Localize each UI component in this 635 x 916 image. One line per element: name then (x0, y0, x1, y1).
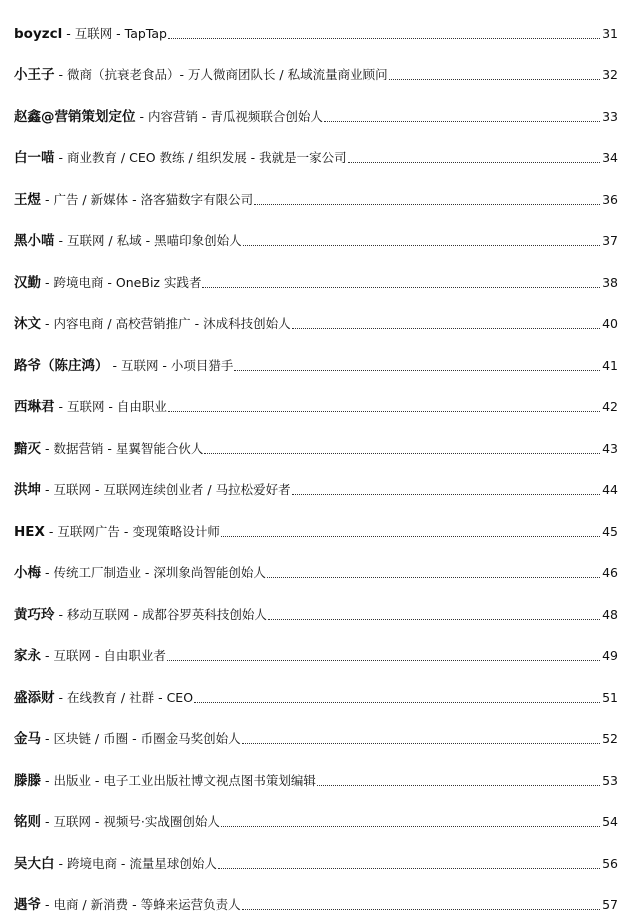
toc-entry-text (14, 896, 241, 916)
toc-entry-description: - 互联网 - 视频号·实战圈创始人 (41, 814, 220, 829)
dot-leader (221, 536, 600, 537)
toc-entry[interactable] (14, 377, 618, 419)
toc-entry-text (14, 191, 253, 211)
toc-entry-description: - 商业教育 / CEO 教练 / 组织发展 - 我就是一家公司 (55, 150, 347, 165)
toc-entry-name: 白一喵 (14, 150, 55, 166)
toc-page-number: 56 (602, 855, 618, 875)
toc-entry[interactable] (14, 626, 618, 668)
toc-page-number: 33 (602, 108, 618, 128)
toc-entry-text (14, 274, 201, 294)
toc-page-number: 34 (602, 149, 618, 169)
toc-entry-text (14, 772, 316, 792)
toc-entry[interactable] (14, 418, 618, 460)
toc-entry-text (14, 357, 233, 377)
toc-entry-text (14, 398, 167, 418)
toc-entry-name: 金马 (14, 731, 41, 747)
toc-entry-text (14, 813, 220, 833)
toc-page-number: 42 (602, 398, 618, 418)
toc-entry[interactable] (14, 460, 618, 502)
toc-entry-name: 洪坤 (14, 482, 41, 498)
dot-leader (348, 162, 600, 163)
toc-entry-text (14, 523, 220, 543)
toc-entry[interactable] (14, 501, 618, 543)
dot-leader (204, 453, 600, 454)
toc-entry[interactable] (14, 875, 618, 916)
toc-entry-text (14, 66, 388, 86)
toc-entry-description: - 互联网 - TapTap (62, 26, 167, 41)
dot-leader (167, 660, 600, 661)
table-of-contents (14, 3, 618, 916)
toc-entry-text (14, 315, 291, 335)
toc-entry-text (14, 108, 323, 128)
toc-entry[interactable] (14, 709, 618, 751)
toc-entry-name: HEX (14, 524, 45, 540)
toc-entry-description: - 内容营销 - 青瓜视频联合创始人 (136, 109, 323, 124)
toc-entry-name: 王煜 (14, 192, 41, 208)
toc-entry-description: - 跨境电商 - OneBiz 实践者 (41, 275, 201, 290)
toc-entry-name: 吴大白 (14, 856, 55, 872)
toc-entry-text (14, 481, 291, 501)
toc-entry-name: 黯灭 (14, 441, 41, 457)
toc-entry-description: - 数据营销 - 星翼智能合伙人 (41, 441, 203, 456)
dot-leader (389, 79, 600, 80)
toc-entry-description: - 互联网广告 - 变现策略设计师 (45, 524, 220, 539)
toc-page-number: 32 (602, 66, 618, 86)
dot-leader (194, 702, 600, 703)
toc-page-number: 38 (602, 274, 618, 294)
toc-entry-name: boyzcl (14, 26, 62, 42)
dot-leader (234, 370, 600, 371)
dot-leader (242, 743, 600, 744)
dot-leader (254, 204, 600, 205)
toc-page-number: 40 (602, 315, 618, 335)
dot-leader (243, 245, 600, 246)
toc-page-number: 43 (602, 440, 618, 460)
dot-leader (221, 826, 600, 827)
toc-page-number: 37 (602, 232, 618, 252)
toc-entry-text (14, 149, 347, 169)
toc-entry[interactable] (14, 584, 618, 626)
dot-leader (317, 785, 600, 786)
toc-page-number: 36 (602, 191, 618, 211)
toc-page-number: 52 (602, 730, 618, 750)
toc-entry-description: - 广告 / 新媒体 - 洛客猫数字有限公司 (41, 192, 253, 207)
toc-entry-description: - 互联网 - 自由职业 (55, 399, 167, 414)
toc-entry-text (14, 606, 267, 626)
toc-entry-name: 盛添财 (14, 690, 55, 706)
toc-entry-text (14, 564, 266, 584)
toc-entry[interactable] (14, 750, 618, 792)
toc-page-number: 48 (602, 606, 618, 626)
toc-entry-description: - 互联网 - 互联网连续创业者 / 马拉松爱好者 (41, 482, 291, 497)
toc-entry-description: - 互联网 - 小项目猎手 (109, 358, 234, 373)
toc-entry-name: 黄巧玲 (14, 607, 55, 623)
toc-entry-name: 滕滕 (14, 773, 41, 789)
toc-entry[interactable] (14, 833, 618, 875)
toc-entry-name: 沐文 (14, 316, 41, 332)
toc-entry-name: 黑小喵 (14, 233, 55, 249)
toc-entry-name: 家永 (14, 648, 41, 664)
toc-entry-description: - 传统工厂制造业 - 深圳象尚智能创始人 (41, 565, 266, 580)
dot-leader (267, 577, 600, 578)
toc-entry-text (14, 730, 241, 750)
toc-entry-text (14, 25, 167, 45)
dot-leader (268, 619, 600, 620)
toc-page-number: 31 (602, 25, 618, 45)
dot-leader (292, 328, 600, 329)
toc-entry-description: - 在线教育 / 社群 - CEO (55, 690, 194, 705)
toc-entry[interactable] (14, 45, 618, 87)
toc-entry[interactable] (14, 169, 618, 211)
toc-entry-description: - 微商（抗衰老食品）- 万人微商团队长 / 私域流量商业顾问 (55, 67, 388, 82)
toc-entry-name: 汉勤 (14, 275, 41, 291)
toc-entry-text (14, 232, 242, 252)
toc-entry-name: 遇爷 (14, 897, 41, 913)
toc-entry-text (14, 689, 193, 709)
toc-entry-text (14, 647, 166, 667)
toc-entry-text (14, 855, 217, 875)
dot-leader (292, 494, 600, 495)
dot-leader (202, 287, 600, 288)
toc-entry[interactable] (14, 211, 618, 253)
toc-entry-description: - 互联网 / 私域 - 黑喵印象创始人 (55, 233, 242, 248)
toc-entry-description: - 移动互联网 - 成都谷罗英科技创始人 (55, 607, 267, 622)
toc-entry[interactable] (14, 335, 618, 377)
toc-entry-description: - 电商 / 新消费 - 等蜂来运营负责人 (41, 897, 241, 912)
toc-page-number: 53 (602, 772, 618, 792)
toc-entry-name: 路爷（陈庄鸿） (14, 358, 109, 374)
toc-entry[interactable] (14, 294, 618, 336)
toc-entry-description: - 内容电商 / 高校营销推广 - 沐成科技创始人 (41, 316, 291, 331)
toc-entry-description: - 区块链 / 币圈 - 币圈金马奖创始人 (41, 731, 241, 746)
toc-entry[interactable] (14, 792, 618, 834)
toc-page-number: 45 (602, 523, 618, 543)
toc-entry[interactable] (14, 3, 618, 45)
toc-page-number: 51 (602, 689, 618, 709)
toc-entry[interactable] (14, 543, 618, 585)
toc-page-number: 54 (602, 813, 618, 833)
dot-leader (324, 121, 600, 122)
toc-entry-name: 铭则 (14, 814, 41, 830)
toc-entry-description: - 互联网 - 自由职业者 (41, 648, 166, 663)
toc-page-number: 46 (602, 564, 618, 584)
toc-entry-name: 赵鑫@营销策划定位 (14, 109, 136, 125)
toc-page-number: 49 (602, 647, 618, 667)
toc-entry-text (14, 440, 203, 460)
dot-leader (168, 38, 600, 39)
toc-entry[interactable] (14, 667, 618, 709)
toc-entry-name: 小梅 (14, 565, 41, 581)
toc-entry[interactable] (14, 86, 618, 128)
toc-entry-description: - 出版业 - 电子工业出版社博文视点图书策划编辑 (41, 773, 316, 788)
toc-entry-name: 小王子 (14, 67, 55, 83)
toc-page-number: 41 (602, 357, 618, 377)
dot-leader (218, 868, 600, 869)
toc-entry[interactable] (14, 252, 618, 294)
dot-leader (242, 909, 600, 910)
dot-leader (168, 411, 600, 412)
toc-page-number: 57 (602, 896, 618, 916)
toc-page-number: 44 (602, 481, 618, 501)
toc-entry-description: - 跨境电商 - 流量星球创始人 (55, 856, 217, 871)
toc-entry-name: 西琳君 (14, 399, 55, 415)
toc-entry[interactable] (14, 128, 618, 170)
